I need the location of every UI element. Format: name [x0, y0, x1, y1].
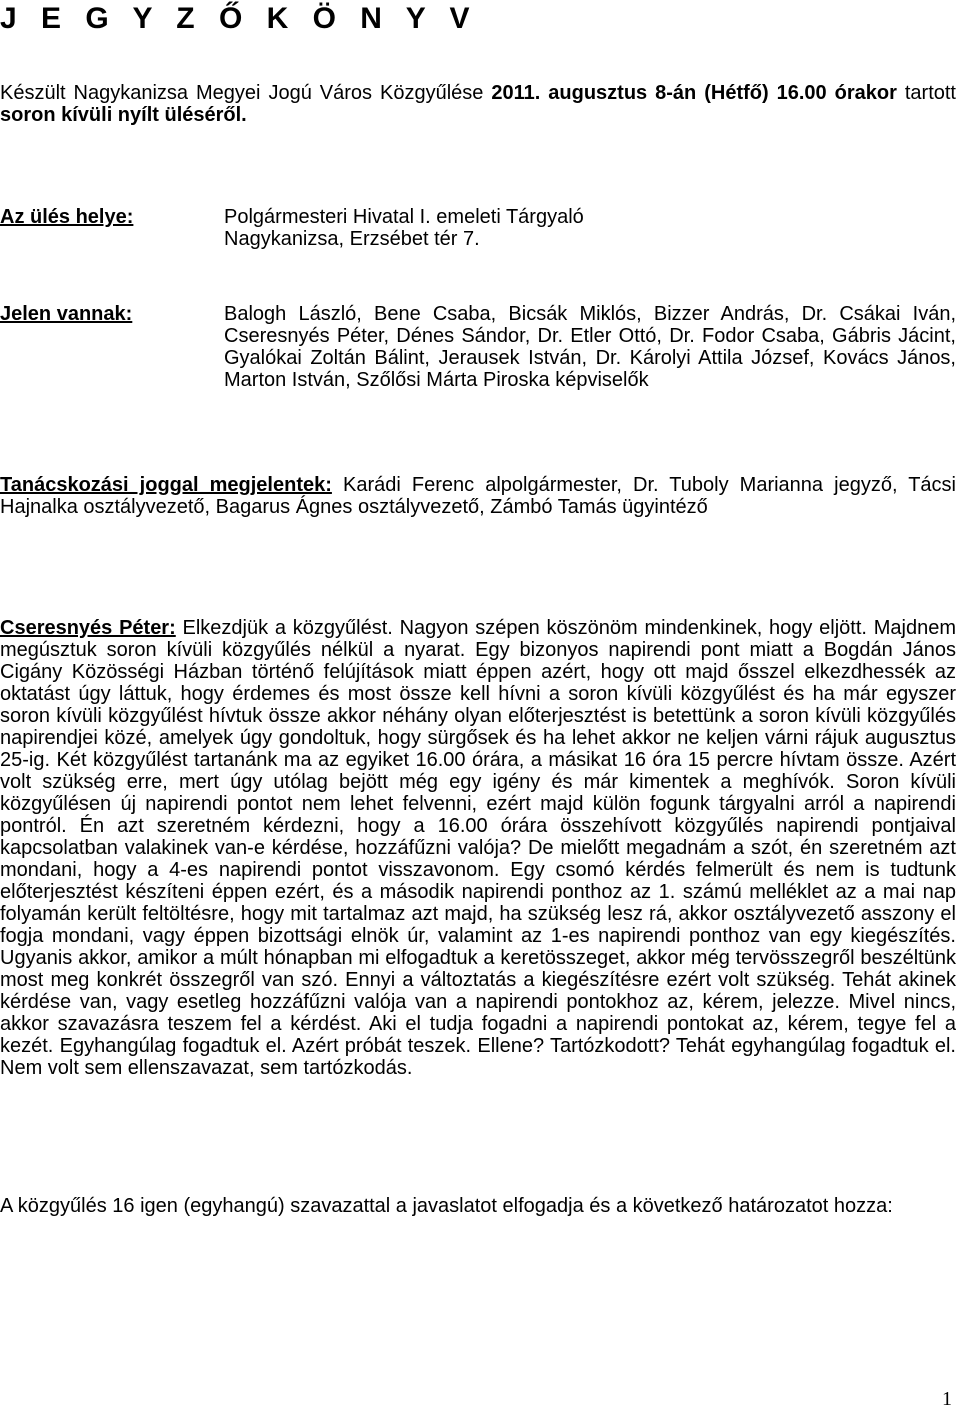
advisory-label: Tanácskozási joggal megjelentek:: [0, 474, 332, 496]
speech-paragraph: [0, 617, 956, 1079]
location-label: Az ülés helye:: [0, 206, 134, 228]
advisory-value: Karádi Ferenc alpolgármester, Dr. Tuboly Marianna jegyző, Tácsi Hajnalka osztályvezető, Bagarus Ágnes osztályvezető, Zámbó Tamás ügyintéző: [0, 474, 956, 518]
speech-text: Elkezdjük a közgyűlést. Nagyon szépen köszönöm mindenkinek, hogy eljött. Majdnem megúsztuk soron kívüli közgyűlés nélkül a nyarat. Egy bizonyos napirendi pont miatt a Bogdán János Cigány Közösségi Házban történő felújítások miatt éppen azért, hogy ott majd ősszel elkezdhessék az oktatást úgy láttuk, hogy érdemes és most össze kell hívni a soron kívüli közgyűlést és ha már egyszer soron kívüli közgyűlést hívtuk össze akkor néhány olyan előterjesztést is betettünk a soron kívüli közgyűlés napirendjei közé, amelyek úgy gondoltuk, hogy sürgősek és ha lehet akkor ne keljen várni rájuk augusztus 25-ig. Két közgyűlést tartanánk ma az egyiket 16.00 órára, a másikat 16 óra 15 percre hívtam össze. Azért volt szükség erre, mert úgy utólag bejött még egy igény és már kimentek a meghívók. Soron kívüli közgyűlésen új napirendi pontot nem lehet felvenni, ezért majd külön fogunk tárgyalni arról a napirendi pontról. Én azt szeretném kérdezni, hogy a 16.00 órára összehívott közgyűlés napirendi pontjaival kapcsolatban valakinek van-e kérdése, hozzáfűzni valója? De mielőtt megadnám a szót, én szeretném azt mondani, hogy a 4-es napirendi pontot visszavonom. Egy csomó kérdés felmerült és nem is tudtunk előterjesztést készíteni éppen ezért, és a második napirendi ponthoz az 1. számú melléklet az a mai nap folyamán került feltöltésre, hogy mit tartalmaz azt majd, ha szükség lesz rá, akkor osztályvezető asszony el fogja mondani, vagy éppen bizottsági elnök úr, valamint az 1-es napirendi ponthoz van egy kiegészítés. Ugyanis akkor, amikor a múlt hónapban mi elfogadtuk a keretösszeget, akkor még tervösszegről beszéltünk most meg konkrét összegről van szó. Ennyi a változtatás a kiegészítésre ezért volt szükség. Tehát akinek kérdése van, vagy esetleg hozzáfűzni valója van a napirendi pontokhoz az, kérem, jelezze. Mivel nincs, akkor szavazásra teszem fel a kérdést. Aki el tudja fogadni a napirendi pontokat az, kérem, tegye fel a kezét. Egyhangúlag fogadtuk el. Azért próbát teszek. Ellene? Tartózkodott? Tehát egyhangúlag fogadtuk el. Nem volt sem ellenszavazat, sem tartózkodás.: [0, 617, 956, 1079]
location-value: Polgármesteri Hivatal I. emeleti Tárgyaló Nagykanizsa, Erzsébet tér 7.: [224, 206, 584, 250]
speaker-name: Cseresnyés Péter:: [0, 617, 176, 639]
meeting-date: 2011. augusztus 8-án (Hétfő) 16.00 órakor: [491, 82, 897, 104]
intro-middle: tartott: [896, 82, 956, 104]
intro-paragraph: [0, 82, 956, 126]
meeting-type: soron kívüli nyílt üléséről.: [0, 104, 247, 126]
document-title: J E G Y Z Ő K Ö N Y V: [0, 2, 478, 35]
intro-prefix: Készült Nagykanizsa Megyei Jogú Város Közgyűlése: [0, 82, 492, 104]
page-number: 1: [942, 1388, 952, 1410]
vote-statement: A közgyűlés 16 igen (egyhangú) szavazattal a javaslatot elfogadja és a következő határozatot hozza:: [0, 1195, 893, 1217]
present-value: Balogh László, Bene Csaba, Bicsák Miklós, Bizzer András, Dr. Csákai Iván, Cseresnyés Péter, Dénes Sándor, Dr. Etler Ottó, Dr. Fodor Csaba, Gábris Jácint, Gyalókai Zoltán Bálint, Jerausek István, Dr. Károlyi Attila József, Kovács János, Marton István, Szőlősi Márta Piroska képviselők: [224, 303, 956, 391]
advisory-paragraph: [0, 474, 956, 518]
present-label: Jelen vannak:: [0, 303, 133, 325]
